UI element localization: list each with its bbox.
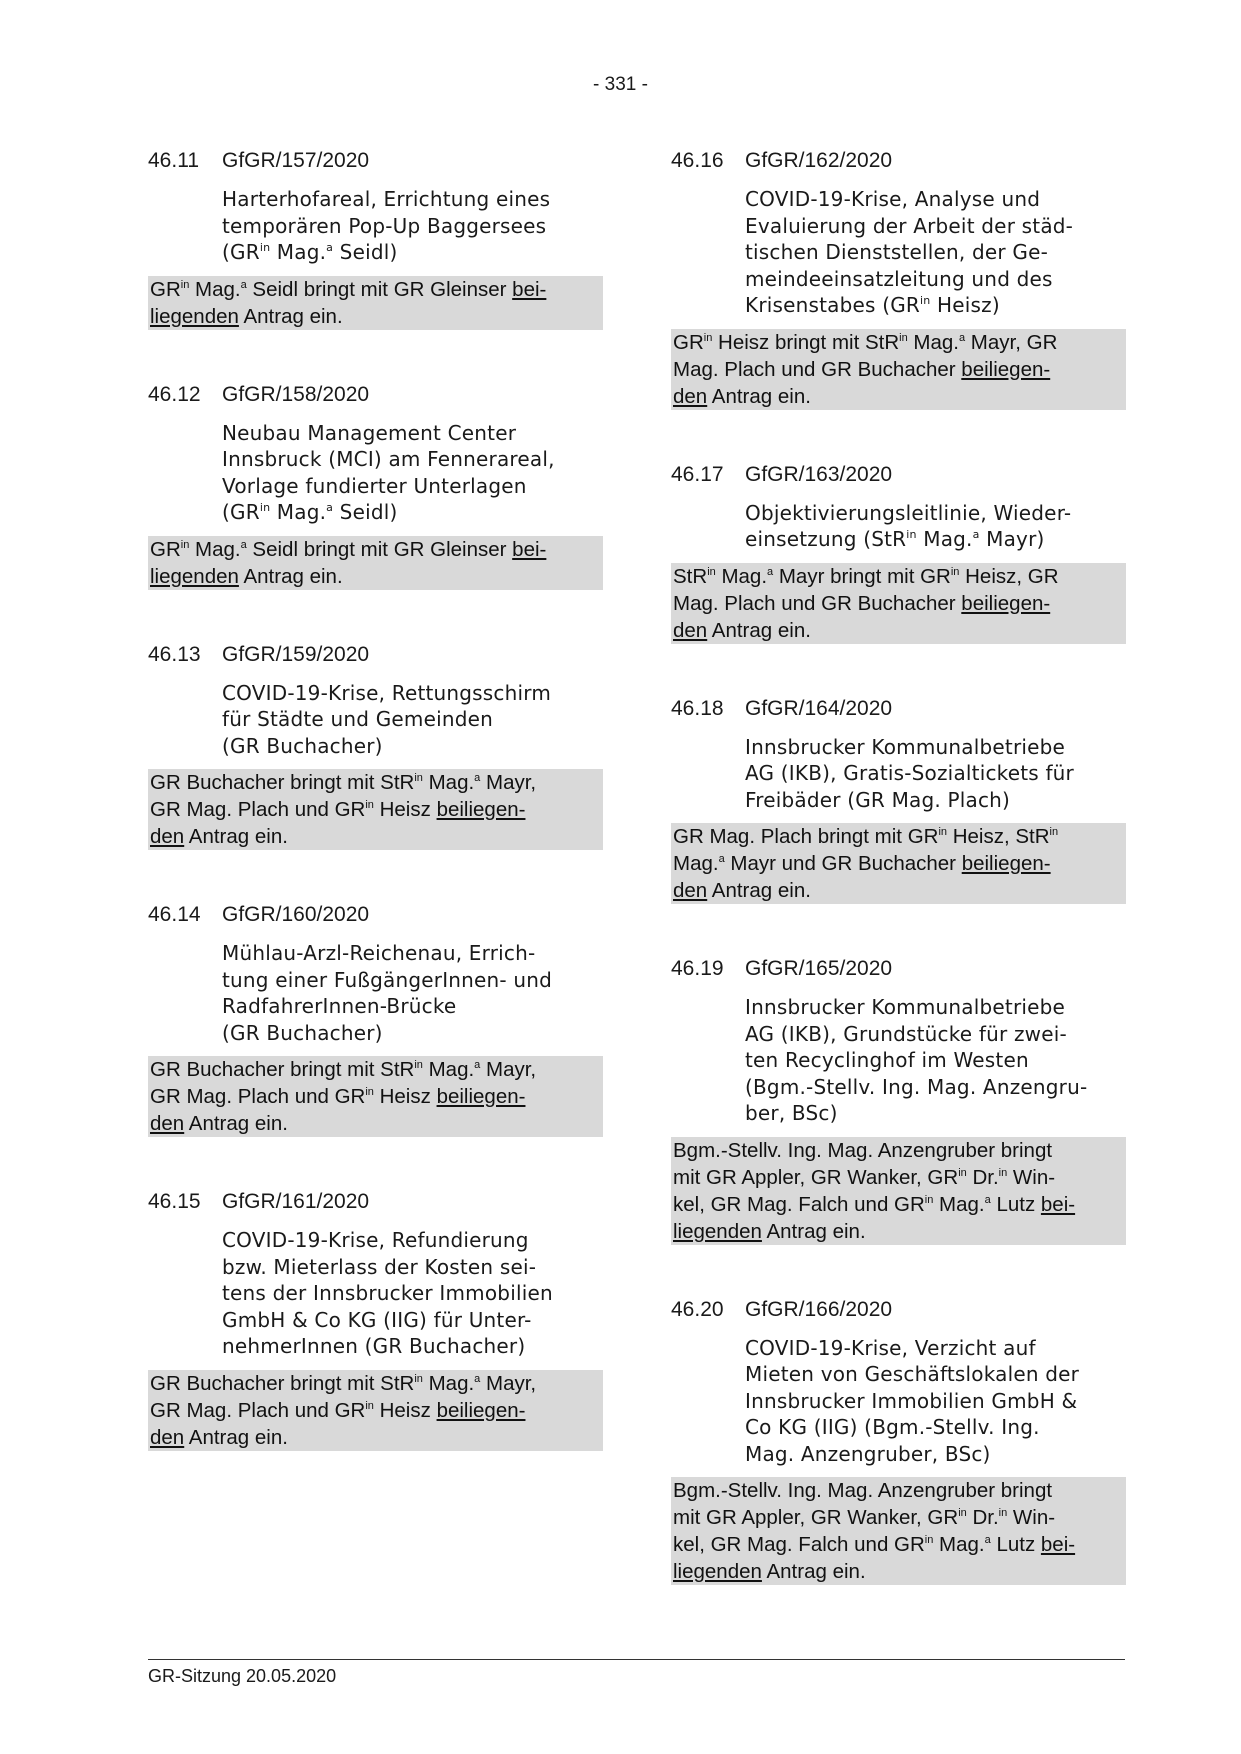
motion-statement: Bgm.-Stellv. Ing. Mag. Anzengruber bringt mit GR Appler, GR Wanker, $GR^{in}$ Dr.$^{in}$ Win- kel, GR Mag. Falch und $GR^{in}$ Mag.$^a$ Lutz bei- liegenden Antrag ein. <box>671 1477 1126 1585</box>
motion-statement: GR Buchacher bringt mit StR$^{in}$ Mag.$^a$ Mayr, GR Mag. Plach und $GR^{in}$ Heisz beiliegen- den Antrag ein. <box>148 1056 603 1137</box>
agenda-item-code: GfGR/158/2020 <box>222 382 370 406</box>
motion-statement: StR$^{in}$ Mag.$^a$ Mayr bringt mit $GR^{in}$ Heisz, GR Mag. Plach und GR Buchacher beiliegen- den Antrag ein. <box>671 563 1126 644</box>
agenda-item-number: 46.14 <box>148 903 201 926</box>
agenda-item-heading <box>671 1297 1126 1323</box>
motion-statement: Bgm.-Stellv. Ing. Mag. Anzengruber bringt mit GR Appler, GR Wanker, $GR^{in}$ Dr.$^{in}$ Win- kel, GR Mag. Falch und $GR^{in}$ Mag.$^a$ Lutz bei- liegenden Antrag ein. <box>671 1137 1126 1245</box>
motion-statement: GR Buchacher bringt mit StR$^{in}$ Mag.$^a$ Mayr, GR Mag. Plach und $GR^{in}$ Heisz beiliegen- den Antrag ein. <box>148 1370 603 1451</box>
agenda-item <box>148 1189 603 1451</box>
agenda-item-heading <box>148 642 603 668</box>
agenda-item-number: 46.11 <box>148 149 199 172</box>
agenda-item-title: Mühlau-Arzl-Reichenau, Errich- tung einer FußgängerInnen- und RadfahrerInnen-Brücke (GR Buchacher) <box>222 941 553 1045</box>
motion-statement: $GR^{in}$ Heisz bringt mit StR$^{in}$ Mag.$^a$ Mayr, GR Mag. Plach und GR Buchacher beiliegen- den Antrag ein. <box>671 329 1126 410</box>
agenda-item-heading <box>671 148 1126 174</box>
motion-statement: $GR^{in}$ Mag.$^a$ Seidl bringt mit GR Gleinser bei- liegenden Antrag ein. <box>148 536 603 590</box>
agenda-item <box>671 1297 1126 1586</box>
agenda-item-code: GfGR/163/2020 <box>745 462 893 486</box>
agenda-item-number: 46.17 <box>671 462 724 486</box>
agenda-item-title: COVID-19-Krise, Verzicht auf Mieten von Geschäftslokalen der Innsbrucker Immobilien GmbH & Co KG (IIG) (Bgm.-Stellv. Ing. Mag. Anzengruber, BSc) <box>745 1335 1080 1466</box>
footer-divider <box>148 1659 1125 1660</box>
agenda-item-code: GfGR/157/2020 <box>222 149 370 172</box>
agenda-item-number: 46.13 <box>148 642 201 666</box>
footer-session-date: GR-Sitzung 20.05.2020 <box>148 1666 337 1686</box>
agenda-item-number: 46.19 <box>671 957 724 980</box>
agenda-item-number: 46.12 <box>148 382 201 406</box>
agenda-item-heading <box>148 382 603 408</box>
agenda-item-heading <box>148 902 603 928</box>
agenda-item-title: Objektivierungsleitlinie, Wieder- einsetzung (StR$^{in}$ Mag.$^a$ Mayr) <box>745 500 1072 551</box>
agenda-item-heading <box>148 148 603 174</box>
right-column <box>671 148 1126 1637</box>
agenda-item-code: GfGR/160/2020 <box>222 903 370 926</box>
agenda-item-title: COVID-19-Krise, Refundierung bzw. Mieterlass der Kosten sei- tens der Innsbrucker Immobilien GmbH & Co KG (IIG) für Unter- nehmerInnen (GR Buchacher) <box>222 1228 553 1358</box>
agenda-item-code: GfGR/165/2020 <box>745 957 893 980</box>
agenda-item-heading <box>671 696 1126 722</box>
motion-statement: GR Buchacher bringt mit StR$^{in}$ Mag.$^a$ Mayr, GR Mag. Plach und $GR^{in}$ Heisz beiliegen- den Antrag ein. <box>148 769 603 850</box>
left-column <box>148 148 603 1503</box>
agenda-item-code: GfGR/166/2020 <box>745 1297 893 1321</box>
motion-statement: GR Mag. Plach bringt mit $GR^{in}$ Heisz, StR$^{in}$ Mag.$^a$ Mayr und GR Buchacher beiliegen- den Antrag ein. <box>671 823 1126 904</box>
agenda-item-code: GfGR/161/2020 <box>222 1190 370 1213</box>
agenda-item-title: COVID-19-Krise, Analyse und Evaluierung der Arbeit der städ- tischen Dienststellen, der Ge- meindeeinsatzleitung und des Krisenstabes ($GR^{in}$ Heisz) <box>745 187 1074 317</box>
agenda-item-title: Neubau Management Center Innsbruck (MCI) am Fennerareal, Vorlage fundierter Unterlagen ($GR^{in}$ Mag.$^a$ Seidl) <box>222 420 555 524</box>
agenda-item <box>148 382 603 590</box>
agenda-item-number: 46.20 <box>671 1297 724 1321</box>
agenda-item-number: 46.15 <box>148 1190 201 1213</box>
agenda-item <box>148 642 603 851</box>
agenda-item-number: 46.16 <box>671 149 724 172</box>
agenda-item-title: Innsbrucker Kommunalbetriebe AG (IKB), Gratis-Sozialtickets für Freibäder (GR Mag. Plach) <box>745 734 1074 812</box>
agenda-item-heading <box>148 1189 603 1215</box>
agenda-item-code: GfGR/162/2020 <box>745 149 893 172</box>
agenda-item <box>148 148 603 330</box>
agenda-item <box>671 462 1126 644</box>
motion-statement: $GR^{in}$ Mag.$^a$ Seidl bringt mit GR Gleinser bei- liegenden Antrag ein. <box>148 276 603 330</box>
agenda-item <box>671 956 1126 1245</box>
page-number: - 331 - <box>593 74 648 95</box>
agenda-item <box>671 148 1126 410</box>
agenda-item-title: Innsbrucker Kommunalbetriebe AG (IKB), Grundstücke für zwei- ten Recyclinghof im Westen (Bgm.-Stellv. Ing. Mag. Anzengru- ber, BSc) <box>745 995 1088 1125</box>
agenda-item-code: GfGR/159/2020 <box>222 642 370 666</box>
agenda-item-heading <box>671 462 1126 488</box>
agenda-item-code: GfGR/164/2020 <box>745 696 893 720</box>
agenda-item <box>671 696 1126 905</box>
agenda-item-title: Harterhofareal, Errichtung eines temporären Pop-Up Baggersees ($GR^{in}$ Mag.$^a$ Seidl) <box>222 187 551 264</box>
agenda-item-number: 46.18 <box>671 696 724 720</box>
agenda-item-title: COVID-19-Krise, Rettungsschirm für Städte und Gemeinden (GR Buchacher) <box>222 680 552 758</box>
agenda-item <box>148 902 603 1137</box>
agenda-item-heading <box>671 956 1126 982</box>
